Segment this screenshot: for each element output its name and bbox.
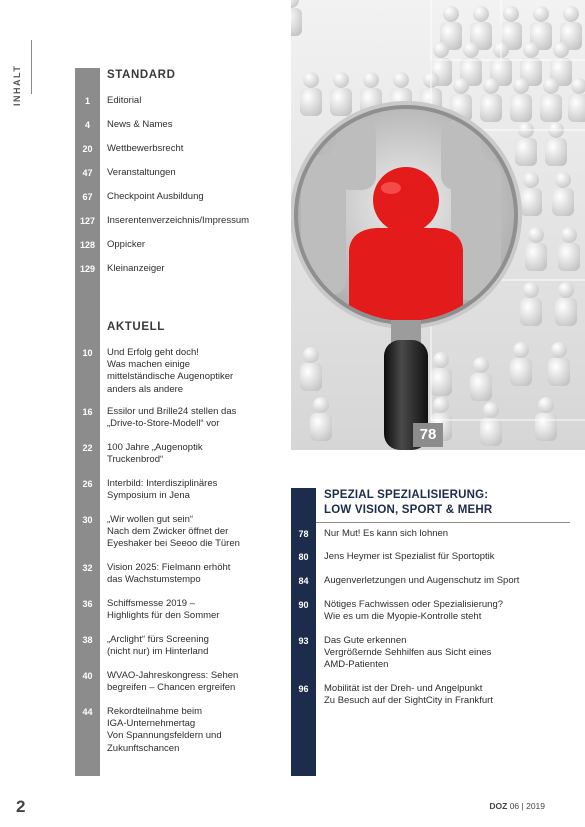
toc-page: 1 xyxy=(84,96,90,106)
aktuell-heading: AKTUELL xyxy=(107,321,165,333)
toc-title: News & Names xyxy=(107,119,173,130)
toc-page: 96 xyxy=(298,684,309,694)
toc-title: Checkpoint Ausbildung xyxy=(107,191,204,202)
toc-title: Interbild: Interdisziplinäres Symposium in Jena xyxy=(107,478,218,502)
toc-page: 84 xyxy=(298,576,309,586)
toc-title: Mobilität ist der Dreh- und Angelpunkt Zu Besuch auf der SightCity in Frankfurt xyxy=(324,683,493,707)
toc-title: 100 Jahre „Augenoptik Truckenbrod“ xyxy=(107,442,203,466)
toc-title: „Wir wollen gut sein“ Nach dem Zwicker öffnet der Eyeshaker bei Seeoo die Türen xyxy=(107,514,240,550)
page-number: 2 xyxy=(16,797,26,816)
toc-title: Kleinanzeiger xyxy=(107,263,165,274)
toc-title: Oppicker xyxy=(107,239,146,250)
toc-page: 26 xyxy=(82,479,93,489)
issue-footer xyxy=(489,801,545,811)
toc-page: 22 xyxy=(82,443,93,453)
photo-page-ref[interactable]: 78 xyxy=(413,423,443,447)
toc-page: 128 xyxy=(79,240,96,250)
toc-title: Jens Heymer ist Spezialist für Sportoptik xyxy=(324,551,495,562)
toc-page: 80 xyxy=(298,552,309,562)
toc-title: Und Erfolg geht doch! Was machen einige mittelständische Augenoptiker anders als andere xyxy=(107,347,234,395)
toc-page: 4 xyxy=(84,120,90,130)
toc-page: 47 xyxy=(82,168,93,178)
section-label-text: INHALT xyxy=(12,64,22,106)
toc-page: 78 xyxy=(298,529,309,539)
toc-page: 129 xyxy=(79,264,96,274)
toc-title: Veranstaltungen xyxy=(107,167,176,178)
toc-page: 127 xyxy=(79,216,96,226)
toc-page: 67 xyxy=(82,192,93,202)
toc-page: 38 xyxy=(82,635,93,645)
toc-title: WVAO-Jahreskongress: Sehen begreifen – Chancen ergreifen xyxy=(107,670,239,694)
toc-title: Rekordteilnahme beim IGA-Unternehmertag Von Spannungsfeldern und Zukunftschancen xyxy=(107,706,222,754)
magazine-brand: DOZ xyxy=(489,801,508,811)
toc-title: Wettbewerbsrecht xyxy=(107,143,184,154)
toc-page: 93 xyxy=(298,636,309,646)
toc-title: Augenverletzungen und Augenschutz im Sport xyxy=(324,575,520,586)
section-label xyxy=(12,40,38,106)
toc-page: 16 xyxy=(82,407,93,417)
toc-title: Editorial xyxy=(107,95,142,106)
toc-page: 90 xyxy=(298,600,309,610)
issue-number: 06 | 2019 xyxy=(509,801,545,811)
toc-title: Vision 2025: Fielmann erhöht das Wachstumstempo xyxy=(107,562,231,586)
toc-title: Das Gute erkennen Vergrößernde Sehhilfen aus Sicht eines AMD-Patienten xyxy=(324,635,492,671)
toc-title: Nur Mut! Es kann sich lohnen xyxy=(324,528,449,539)
standard-heading: STANDARD xyxy=(107,69,176,81)
toc-page: 20 xyxy=(82,144,93,154)
toc-page: 36 xyxy=(82,599,93,609)
toc-page: 44 xyxy=(82,707,93,717)
magnifier-photo xyxy=(291,0,585,450)
toc-page: 32 xyxy=(82,563,93,573)
magnifier-illustration xyxy=(291,0,585,450)
toc-page: 40 xyxy=(82,671,93,681)
toc-title: Nötiges Fachwissen oder Spezialisierung? Wie es um die Myopie-Kontrolle steht xyxy=(324,599,504,623)
toc-title: Inserentenverzeichnis/Impressum xyxy=(107,215,250,226)
toc-page: 10 xyxy=(82,348,93,358)
toc-page: 30 xyxy=(82,515,93,525)
special-heading: SPEZIAL SPEZIALISIERUNG: LOW VISION, SPORT & MEHR xyxy=(324,489,493,516)
toc-title: Essilor und Brille24 stellen das „Drive-to-Store-Modell“ vor xyxy=(107,406,237,430)
toc-title: Schiffsmesse 2019 – Highlights für den Sommer xyxy=(107,598,220,622)
toc-title: „Arclight“ fürs Screening (nicht nur) im Hinterland xyxy=(107,634,209,658)
special-divider xyxy=(316,522,570,523)
section-label-rule xyxy=(31,40,32,94)
